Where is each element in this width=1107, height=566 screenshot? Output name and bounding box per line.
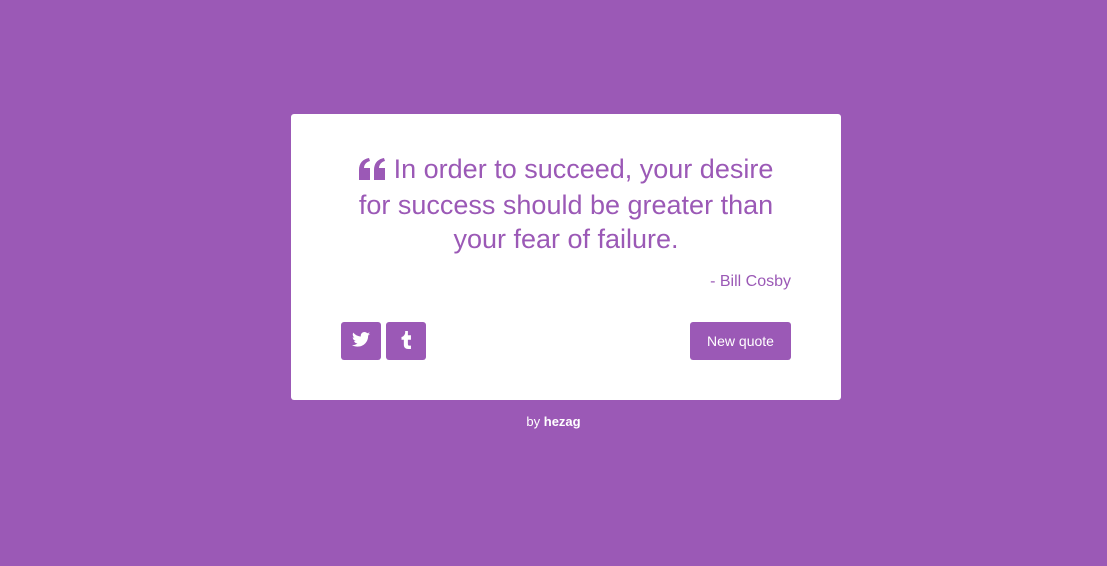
tumblr-icon	[400, 331, 412, 352]
quote-text: In order to succeed, your desire for success should be greater than your fear of failure.	[358, 154, 774, 254]
tweet-button[interactable]	[341, 322, 381, 360]
quote-text-block	[341, 152, 791, 256]
new-quote-button[interactable]: New quote	[690, 322, 791, 360]
quote-card	[291, 114, 841, 400]
twitter-icon	[352, 332, 370, 350]
footer-prefix: by	[526, 414, 541, 429]
footer-credit	[0, 414, 1107, 429]
tumblr-button[interactable]	[386, 322, 426, 360]
quote-author: - Bill Cosby	[710, 273, 791, 290]
quote-left-icon	[359, 154, 386, 188]
author-link[interactable]: hezag	[543, 414, 581, 429]
